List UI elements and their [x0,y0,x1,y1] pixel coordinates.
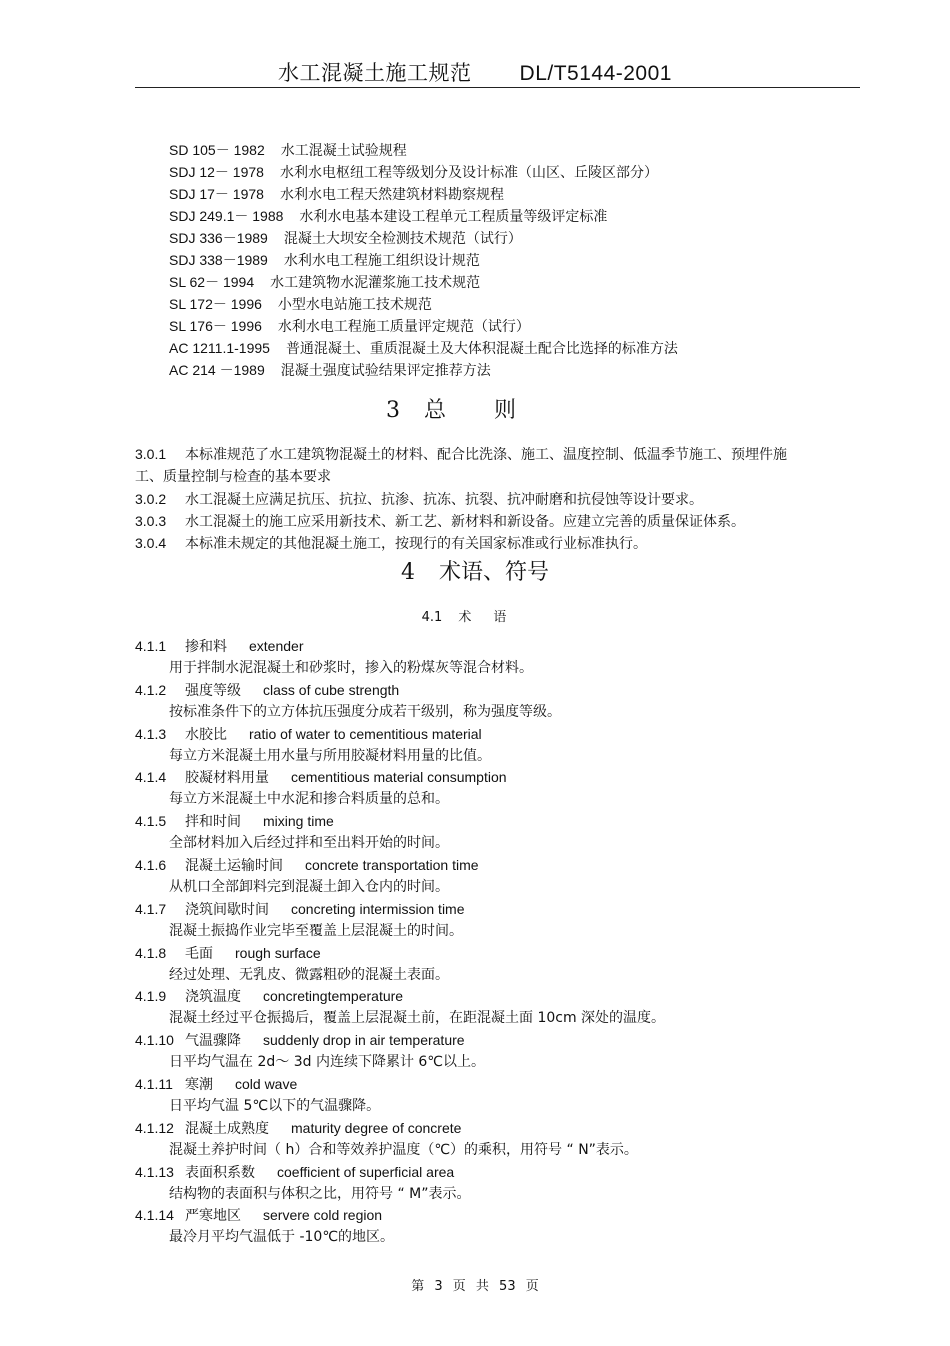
term-number: 4.1.5 [135,813,167,830]
term-definition: 全部材料加入后经过拌和至出料开始的时间。 [169,835,449,852]
term-english: cold wave [235,1076,298,1092]
term-definition: 混凝土振捣作业完毕至覆盖上层混凝土的时间。 [169,922,463,939]
term-definition: 最冷月平均气温低于 -10℃的地区。 [169,1229,395,1246]
clause-number: 3.0.3 [135,513,167,529]
term-entry [135,942,835,986]
reference-item [169,315,678,337]
clause-text: 本标准未规定的其他混凝土施工，按现行的有关国家标准或行业标准执行。 [185,536,647,552]
term-number: 4.1.10 [135,1032,174,1049]
term-number: 4.1.9 [135,988,167,1005]
page-footer: 第 3 页 共 53 页 [411,1279,539,1294]
title-text: 水工混凝土施工规范 [278,61,472,85]
subsection-number: 4.1 [421,610,443,625]
term-definition: 混凝土经过平仓振捣后，覆盖上层混凝土前，在距混凝土面 10cm 深处的温度。 [169,1010,666,1027]
term-heading [135,985,835,1007]
reference-title: 水利水电工程天然建筑材料勘察规程 [279,187,504,203]
clause-text: 水工混凝土的施工应采用新技术、新工艺、新材料和新设备。应建立完善的质量保证体系。 [185,514,745,530]
term-number: 4.1.4 [135,769,167,786]
term-definition: 经过处理、无乳皮、微露粗砂的混凝土表面。 [169,966,449,983]
term-chinese: 混凝土成熟度 [185,1120,269,1137]
reference-code: SL 176－ 1996 [169,318,262,334]
term-chinese: 浇筑温度 [185,989,241,1006]
reference-title: 水利水电枢纽工程等级划分及设计标准（山区、丘陵区部分） [279,165,658,181]
reference-item [169,249,678,271]
term-number: 4.1.11 [135,1076,173,1092]
term-entry [135,1204,835,1248]
term-chinese: 毛面 [185,945,213,962]
term-english: rough surface [235,944,321,961]
reference-title: 水利水电工程施工组织设计规范 [283,253,480,269]
reference-item [169,337,678,359]
section-title: 术语、符号 [438,560,549,585]
term-entry [135,985,835,1029]
term-english: maturity degree of concrete [291,1119,462,1136]
reference-title: 水工混凝土试验规程 [280,143,407,159]
reference-list [169,139,678,381]
clause [135,532,795,555]
section-3-heading [0,393,950,424]
term-chinese: 寒潮 [185,1077,213,1093]
term-english: concretingtemperature [263,988,404,1005]
term-heading [135,766,835,788]
term-definition: 用于拌制水泥混凝土和砂浆时，掺入的粉煤灰等混合材料。 [169,660,533,676]
term-entry [135,810,835,854]
term-heading [135,1161,835,1183]
reference-title: 水利水电基本建设工程单元工程质量等级评定标准 [299,209,608,225]
term-chinese: 拌和时间 [185,814,241,831]
clause-number: 3.0.4 [135,535,167,551]
reference-item [169,359,678,381]
term-entry [135,1029,835,1073]
term-english: coefficient of superficial area [277,1163,455,1180]
term-number: 4.1.3 [135,725,167,742]
term-heading [135,679,835,701]
term-english: ratio of water to cementitious material [249,725,482,742]
section-4-heading [0,555,950,586]
term-number: 4.1.6 [135,857,167,873]
reference-item [169,205,678,227]
term-number: 4.1.1 [135,638,167,654]
term-definition: 结构物的表面积与体积之比，用符号 “ M”表示。 [169,1185,471,1202]
term-definition: 日平均气温 5℃以下的气温骤降。 [169,1098,381,1114]
term-entry [135,679,835,723]
term-entry [135,766,835,810]
clause [135,510,795,533]
term-chinese: 气温骤降 [185,1033,241,1050]
term-number: 4.1.13 [135,1163,174,1180]
clause-text: 本标准规范了水工建筑物混凝土的材料、配合比洗涤、施工、温度控制、低温季节施工、预埋件施工、质量控制与检查的基本要求 [135,447,787,485]
section-number: 4 [400,560,415,585]
term-heading [135,1204,835,1226]
term-chinese: 严寒地区 [185,1208,241,1225]
reference-code: SD 105－ 1982 [169,142,265,158]
term-heading [135,723,835,745]
term-definition: 每立方米混凝土用水量与所用胶凝材料用量的比值。 [169,747,491,764]
reference-item [169,271,678,293]
standard-code: DL/T5144-2001 [519,62,672,85]
term-entry [135,854,835,898]
clause-text: 水工混凝土应满足抗压、抗拉、抗渗、抗冻、抗裂、抗冲耐磨和抗侵蚀等设计要求。 [185,492,703,508]
term-definition: 按标准条件下的立方体抗压强度分成若干级别，称为强度等级。 [169,703,561,720]
reference-code: SL 172－ 1996 [169,296,262,312]
subsection-4-1-heading [0,606,950,625]
term-heading [135,942,835,964]
term-entry [135,1117,835,1161]
term-chinese: 混凝土运输时间 [185,858,283,874]
reference-code: SDJ 12－ 1978 [169,164,264,180]
term-definition: 混凝土养护时间（ h）合和等效养护温度（℃）的乘积，用符号 “ N”表示。 [169,1141,638,1158]
term-chinese: 胶凝材料用量 [185,770,269,787]
term-number: 4.1.7 [135,900,167,917]
term-number: 4.1.12 [135,1119,174,1136]
term-definition: 从机口全部卸料完到混凝土卸入仓内的时间。 [169,879,449,895]
reference-code: AC 214 －1989 [169,362,265,378]
reference-item [169,139,678,161]
term-heading [135,898,835,920]
reference-title: 水利水电工程施工质量评定规范（试行） [277,319,530,335]
reference-code: SDJ 336－1989 [169,230,268,246]
term-entry [135,1073,835,1117]
term-english: servere cold region [263,1207,383,1224]
term-english: suddenly drop in air temperature [263,1032,465,1049]
term-entry [135,898,835,942]
term-english: cementitious material consumption [291,769,507,786]
reference-item [169,293,678,315]
reference-title: 混凝土强度试验结果评定推荐方法 [280,363,491,379]
term-english: class of cube strength [263,681,400,698]
reference-code: SL 62－ 1994 [169,274,255,290]
term-number: 4.1.2 [135,681,167,698]
term-entry [135,635,835,679]
term-heading [135,1073,835,1095]
term-chinese: 水胶比 [185,726,227,743]
reference-code: SDJ 17－ 1978 [169,186,264,202]
reference-code: AC 1211.1-1995 [169,340,270,356]
term-chinese: 浇筑间歇时间 [185,901,269,918]
reference-title: 小型水电站施工技术规范 [277,297,432,313]
reference-title: 普通混凝土、重质混凝土及大体积混凝土配合比选择的标准方法 [285,341,678,357]
section-title: 总则 [423,398,564,423]
document-title [0,57,950,87]
term-heading [135,854,835,876]
term-entry [135,1161,835,1205]
header-divider [135,87,860,88]
reference-code: SDJ 249.1－ 1988 [169,208,284,224]
term-heading [135,1117,835,1139]
reference-title: 混凝土大坝安全检测技术规范（试行） [283,231,522,247]
term-definition: 每立方米混凝土中水泥和掺合料质量的总和。 [169,791,449,808]
reference-item [169,227,678,249]
term-english: concrete transportation time [305,857,479,873]
term-english: concreting intermission time [291,900,465,917]
term-heading [135,1029,835,1051]
term-chinese: 强度等级 [185,682,241,699]
term-entry [135,723,835,767]
subsection-title: 术语 [458,610,529,625]
clause [135,443,795,488]
term-heading [135,635,835,657]
term-heading [135,810,835,832]
term-number: 4.1.8 [135,944,167,961]
reference-title: 水工建筑物水泥灌浆施工技术规范 [270,275,481,291]
reference-code: SDJ 338－1989 [169,252,268,268]
reference-item [169,183,678,205]
term-number: 4.1.14 [135,1207,174,1224]
term-english: mixing time [263,813,334,830]
clause [135,488,795,511]
section-number: 3 [385,398,400,423]
term-chinese: 掺和料 [185,639,227,655]
term-chinese: 表面积系数 [185,1164,255,1181]
term-english: extender [249,638,304,654]
reference-item [169,161,678,183]
term-definition: 日平均气温在 2d～ 3d 内连续下降累计 6℃以上。 [169,1054,486,1071]
clause-number: 3.0.1 [135,446,167,462]
clause-number: 3.0.2 [135,491,167,507]
